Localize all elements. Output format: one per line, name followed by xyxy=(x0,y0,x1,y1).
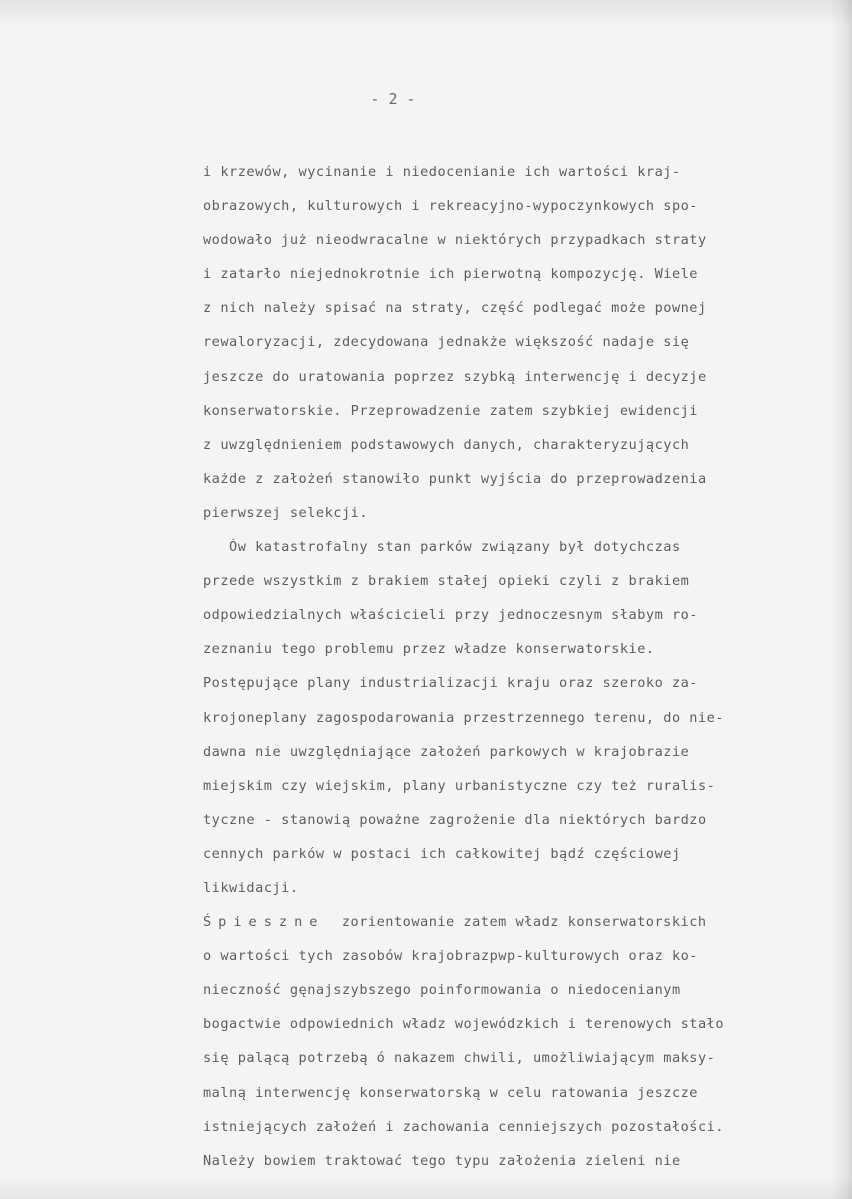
text-line: nieczność gęnajszybszego poinformowania o niedocenianym xyxy=(203,982,681,999)
text-line: Ów katastrofalny stan parków związany był dotychczas xyxy=(203,539,681,556)
spaced-emphasis-word: Śpieszne xyxy=(203,914,325,931)
text-line: i krzewów, wycinanie i niedocenianie ich wartości kraj- xyxy=(203,164,681,180)
text-line: miejskim czy wiejskim, plany urbanistyczne czy też ruralis- xyxy=(203,777,716,794)
text-line: tyczne - stanowią poważne zagrożenie dla niektórych bardzo xyxy=(203,811,707,828)
text-line: likwidacji. xyxy=(203,879,299,896)
text-line: jeszcze do uratowania poprzez szybką interwencję i decyzje xyxy=(203,368,707,385)
text-line: odpowiedzialnych właścicieli przy jednoczesnym słabym ro- xyxy=(203,607,698,624)
text-line: bogactwie odpowiednich władz wojewódzkich i terenowych stało xyxy=(203,1016,725,1033)
text-line-spaced xyxy=(203,910,843,944)
text-line: się palącą potrzebą ó nakazem chwili, umożliwiającym maksy- xyxy=(203,1050,716,1067)
text-line: cennych parków w postaci ich całkowitej bądź częściowej xyxy=(203,845,681,862)
text-line: krojoneplany zagospodarowania przestrzennego terenu, do nie- xyxy=(203,709,725,726)
text-line: konserwatorskie. Przeprowadzenie zatem szybkiej ewidencji xyxy=(203,402,698,419)
text-line: malną interwencję konserwatorską w celu ratowania jeszcze xyxy=(203,1084,698,1101)
text-line: przede wszystkim z brakiem stałej opieki czyli z brakiem xyxy=(203,573,690,590)
text-line: wodowało już nieodwracalne w niektórych przypadkach straty xyxy=(203,232,707,249)
text-line: istniejących założeń i zachowania cenniejszych pozostałości. xyxy=(203,1118,725,1135)
text-line: obrazowych, kulturowych i rekreacyjno-wypoczynkowych spo- xyxy=(203,198,698,215)
text-line: dawna nie uwzględniające założeń parkowych w krajobrazie xyxy=(203,743,690,760)
text-line: rewaloryzacji, zdecydowana jednakże większość nadaje się xyxy=(203,334,690,351)
text-line: z uwzględnieniem podstawowych danych, charakteryzujących xyxy=(203,436,690,453)
scan-shadow-top xyxy=(0,0,852,26)
text-line: Należy bowiem traktować tego typu założenia zieleni nie xyxy=(203,1152,681,1169)
text-line: pierwszej selekcji. xyxy=(203,504,368,521)
text-line: i zatarło niejednokrotnie ich pierwotną kompozycję. Wiele xyxy=(203,266,698,283)
page-number: - 2 - xyxy=(370,90,416,108)
spaced-line-rest: zorientowanie zatem władz konserwatorskich xyxy=(324,914,707,931)
text-line: o wartości tych zasobów krajobrazpwp-kulturowych oraz ko- xyxy=(203,948,698,965)
text-line: każde z założeń stanowiło punkt wyjścia do przeprowadzenia xyxy=(203,470,707,487)
text-line: Postępujące plany industrializacji kraju oraz szeroko za- xyxy=(203,675,698,692)
body-text xyxy=(203,160,843,1183)
text-line: z nich należy spisać na straty, część podlegać może pownej xyxy=(203,300,707,317)
text-line: zeznaniu tego problemu przez władze konserwatorskie. xyxy=(203,641,655,658)
